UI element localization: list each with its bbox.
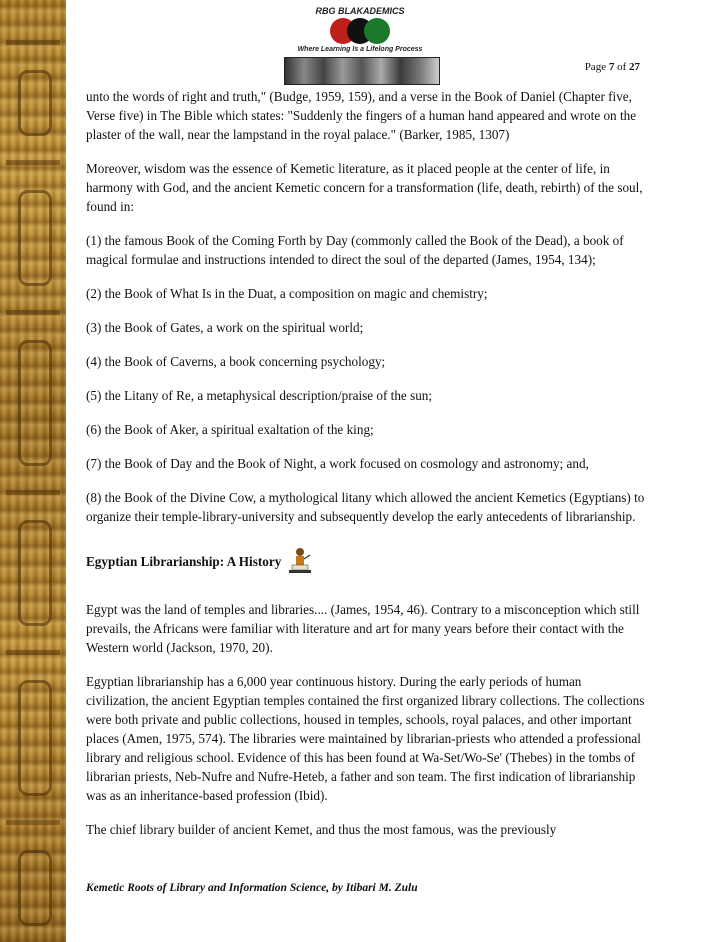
cartouche-glyph: [18, 340, 52, 466]
border-band: [6, 310, 60, 315]
logo-portrait-strip: [284, 57, 440, 85]
cartouche-glyph: [18, 520, 52, 626]
paragraph: (6) the Book of Aker, a spiritual exaltation of the king;: [86, 422, 374, 437]
cartouche-glyph: [18, 680, 52, 796]
document-body: [86, 87, 646, 854]
border-band: [6, 40, 60, 45]
paragraph: Moreover, wisdom was the essence of Kemetic literature, as it placed people at the center of life, in harmony with God, and the ancient Kemetic concern for a transformation (life, death, rebirth) of the soul, found in:: [86, 161, 643, 214]
logo-tagline: Where Learning Is a Lifelong Process: [297, 46, 423, 53]
border-band: [6, 160, 60, 165]
decorative-hieroglyph-border: [0, 0, 66, 942]
paragraph: The chief library builder of ancient Kemet, and thus the most famous, was the previously: [86, 822, 557, 837]
cartouche-glyph: [18, 850, 52, 926]
paragraph: Egypt was the land of temples and libraries.... (James, 1954, 46). Contrary to a misconception which still prevails, the Africans were familiar with literature and art for many years before their contact with the Western world (Jackson, 1970, 20).: [86, 602, 640, 655]
header-logo: [280, 6, 440, 82]
section-heading: [86, 547, 646, 575]
paragraph: (4) the Book of Caverns, a book concerning psychology;: [86, 354, 386, 369]
page-total: 27: [629, 61, 640, 73]
page-label: Page: [584, 61, 607, 73]
border-band: [6, 650, 60, 655]
paragraph: (7) the Book of Day and the Book of Night, a work focused on cosmology and astronomy; and,: [86, 456, 589, 471]
paragraph: (3) the Book of Gates, a work on the spiritual world;: [86, 320, 364, 335]
cartouche-glyph: [18, 190, 52, 286]
border-band: [6, 820, 60, 825]
border-band: [6, 490, 60, 495]
logo-title: RBG BLAKADEMICS: [315, 6, 405, 16]
page-current: 7: [608, 61, 615, 73]
scribe-icon: [287, 547, 313, 575]
section-heading-text: Egyptian Librarianship: A History: [86, 553, 282, 569]
cartouche-glyph: [18, 70, 52, 136]
paragraph: Egyptian librarianship has a 6,000 year continuous history. During the early periods of human civilization, the ancient Egyptian temples contained the first organized library collections. The collections were both private and public collections, housed in temples, schools, royal palaces, and other important places (Amen, 1975, 574). The libraries were maintained by librarian-priests who attended a professional library and religious school. Evidence of this has been found at Wa-Set/Wo-Se' (Thebes) in the tombs of librarian priests, Neb-Nufre and Nufre-Heteb, a father and son team. The first indication of librarianship was as an inheritance-based profession (Ibid).: [86, 674, 645, 803]
paragraph: (1) the famous Book of the Coming Forth by Day (commonly called the Book of the Dead), a book of magical formulae and instructions intended to direct the soul of the departed (James, 1954, 134);: [86, 233, 624, 267]
paragraph: (5) the Litany of Re, a metaphysical description/praise of the sun;: [86, 388, 433, 403]
paragraph: (8) the Book of the Divine Cow, a mythological litany which allowed the ancient Kemetics (Egyptians) to organize their temple-library-university and subsequently develop the early antecedents of librarianship.: [86, 490, 645, 524]
page-footer: Kemetic Roots of Library and Information Science, by Itibari M. Zulu: [86, 882, 418, 894]
paragraph: unto the words of right and truth," (Budge, 1959, 159), and a verse in the Book of Daniel (Chapter five, Verse five) in The Bible which states: "Suddenly the fingers of a human hand appeared and wrote on the plaster of the wall, near the lampstand in the royal palace." (Barker, 1985, 1307): [86, 89, 637, 142]
page-number: [585, 61, 640, 73]
page-of: of: [617, 61, 627, 73]
paragraph: (2) the Book of What Is in the Duat, a composition on magic and chemistry;: [86, 286, 488, 301]
logo-green-disc: [364, 18, 390, 44]
